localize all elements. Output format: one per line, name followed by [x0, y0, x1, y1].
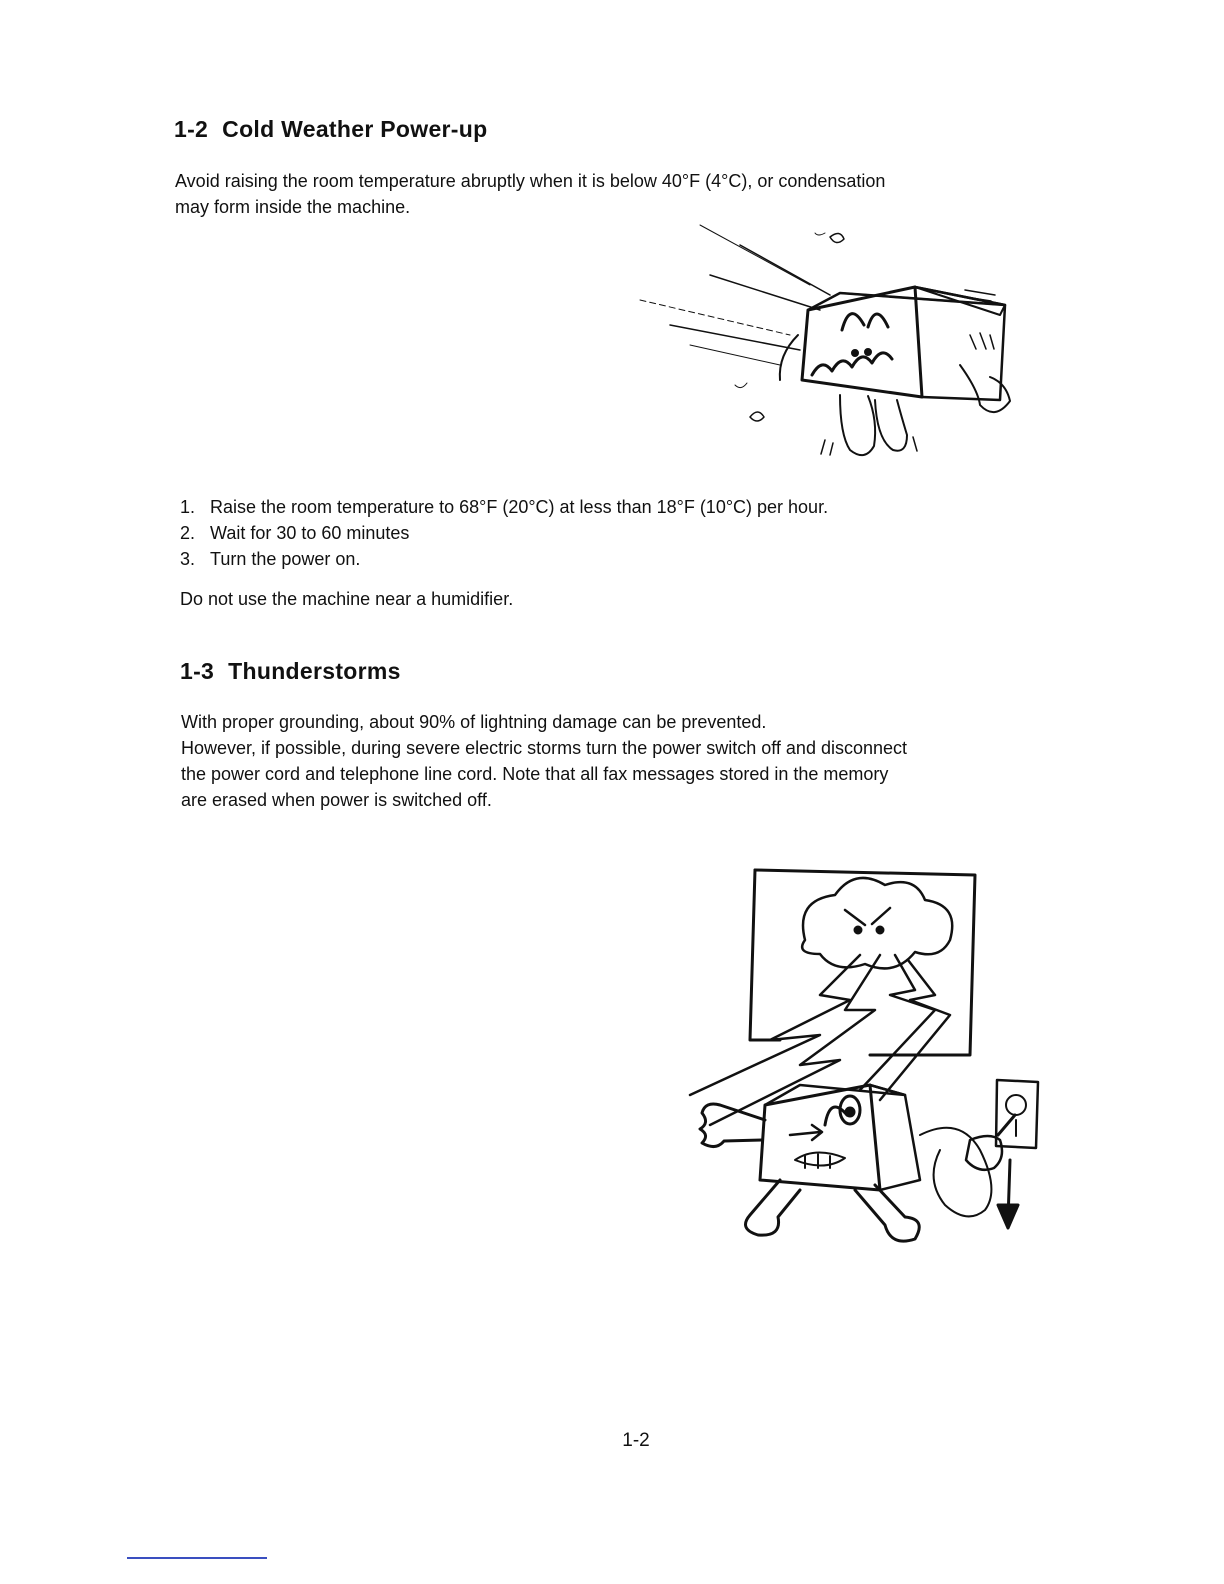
list-item [180, 494, 828, 520]
thunderstorm-line1: With proper grounding, about 90% of lightning damage can be prevented. [181, 712, 767, 732]
step-number: 2. [180, 523, 196, 543]
step-text: Raise the room temperature to 68°F (20°C) at less than 18°F (10°C) per hour. [210, 497, 829, 517]
cold-weather-intro-line1: Avoid raising the room temperature abruptly when it is below 40°F (4°C), or condensation [175, 171, 886, 191]
step-text: Wait for 30 to 60 minutes [210, 523, 410, 543]
list-item [180, 546, 828, 572]
humidifier-note: Do not use the machine near a humidifier. [180, 589, 514, 609]
section-number: 1-2 [174, 116, 209, 142]
power-up-steps [180, 494, 828, 572]
step-number: 3. [180, 549, 196, 569]
step-number: 1. [180, 497, 196, 517]
thunderstorm-line4: are erased when power is switched off. [181, 790, 492, 810]
section-1-2-heading [174, 116, 487, 143]
thunderstorm-illustration [680, 860, 1050, 1270]
page-number: 1-2 [622, 1430, 650, 1451]
cold-machine-illustration [630, 215, 1030, 485]
section-1-3-heading [180, 658, 401, 685]
thunderstorm-line2: However, if possible, during severe electric storms turn the power switch off and disconnect [181, 738, 908, 758]
section-title: Cold Weather Power-up [222, 116, 488, 142]
cold-weather-intro-line2: may form inside the machine. [175, 197, 411, 217]
step-text: Turn the power on. [210, 549, 361, 569]
list-item [180, 520, 828, 546]
section-title: Thunderstorms [228, 658, 401, 684]
thunderstorm-line3: the power cord and telephone line cord. Note that all fax messages stored in the memory [181, 764, 889, 784]
section-number: 1-3 [180, 658, 215, 684]
footer-divider [127, 1557, 267, 1559]
